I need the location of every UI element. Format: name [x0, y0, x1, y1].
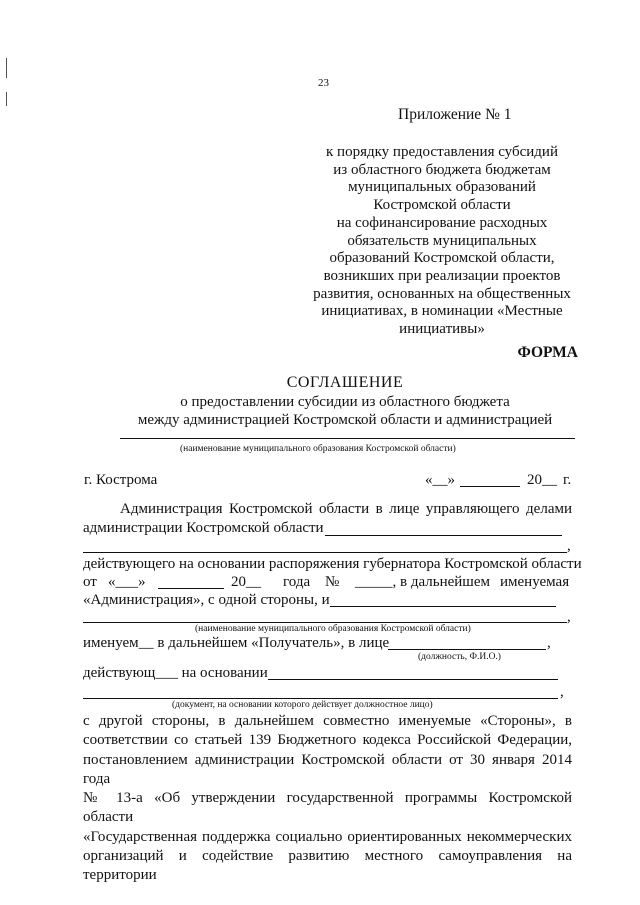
body-line: именуем__ в дальнейшем «Получатель», в лице	[83, 635, 390, 651]
paragraph-line: № 13-а «Об утверждении государственной программы Костромской области	[83, 790, 572, 826]
scan-margin-mark	[6, 92, 7, 106]
body-word: года	[283, 574, 311, 590]
body-paragraph	[83, 712, 572, 886]
comma: ,	[547, 635, 551, 651]
municipality-name-line[interactable]	[120, 438, 575, 439]
body-word: именуемая	[500, 574, 570, 590]
agreement-subtitle: между администрацией Костромской области и администрацией	[137, 412, 553, 428]
appendix-line: к порядку предоставления субсидий	[326, 144, 558, 160]
page-number: 23	[318, 77, 329, 89]
date-year: 20__	[527, 472, 557, 488]
appendix-line: Костромской области	[373, 197, 511, 214]
appendix-line: на софинансирование расходных	[336, 214, 548, 231]
manager-name-line[interactable]	[325, 535, 562, 536]
body-line: администрации Костромской области	[83, 520, 324, 536]
body-word: от	[83, 574, 97, 590]
body-word: «___»	[108, 574, 146, 590]
appendix-line: развития, основанных на общественных	[313, 285, 571, 302]
body-line: Администрация Костромской области в лице управляющего делами	[120, 501, 572, 517]
form-label: ФОРМА	[517, 344, 578, 361]
paragraph-line: соответствии со статьей 139 Бюджетного кодекса Российской Федерации,	[83, 732, 572, 749]
recipient-line[interactable]	[330, 606, 556, 607]
body-line: действующ___ на основании	[83, 665, 268, 681]
agreement-title: СОГЛАШЕНИЕ	[286, 374, 404, 391]
appendix-line: возникших при реализации проектов	[323, 267, 561, 284]
comma: ,	[567, 609, 571, 625]
manager-name-line-2[interactable]	[83, 552, 567, 553]
basis-line[interactable]	[268, 679, 558, 680]
comma: ,	[567, 538, 571, 554]
paragraph-line: постановлением администрации Костромской области от 30 января 2014 года	[83, 751, 572, 787]
appendix-line: обязательств муниципальных	[347, 232, 537, 249]
municipality-caption: (наименование муниципального образования Костромской области)	[195, 624, 471, 634]
position-caption: (должность, Ф.И.О.)	[418, 652, 501, 662]
appendix-description	[300, 144, 584, 339]
appendix-line: образований Костромской области,	[329, 250, 555, 267]
appendix-title: Приложение № 1	[398, 106, 512, 123]
recipient-line-2[interactable]	[83, 622, 567, 623]
paragraph-line: с другой стороны, в дальнейшем совместно именуемые «Стороны», в	[83, 713, 572, 729]
date-year-suffix: г.	[563, 472, 572, 488]
city: г. Кострома	[84, 472, 158, 488]
basis-line-2[interactable]	[83, 698, 558, 699]
body-line: действующего на основании распоряжения губернатора Костромской области	[83, 556, 582, 572]
body-word: в дальнейшем	[400, 574, 490, 590]
body-word: _____,	[355, 574, 397, 590]
municipality-caption: (наименование муниципального образования Костромской области)	[180, 444, 456, 454]
agreement-subtitle: о предоставлении субсидии из областного бюджета	[180, 394, 510, 410]
date-month-line[interactable]	[460, 486, 520, 487]
appendix-line: инициативы»	[399, 321, 485, 338]
appendix-line: муниципальных образований	[348, 179, 536, 196]
paragraph-line: «Государственная поддержка социально ориентированных некоммерческих	[83, 828, 572, 845]
body-line: «Администрация», с одной стороны, и	[83, 592, 330, 608]
representative-line[interactable]	[388, 649, 546, 650]
date-day: «__»	[425, 472, 455, 488]
document-caption: (документ, на основании которого действует должностное лицо)	[172, 700, 433, 710]
appendix-line: из областного бюджета бюджетам	[333, 161, 551, 178]
decree-month-line[interactable]	[158, 588, 224, 589]
appendix-line: инициативах, в номинации «Местные	[321, 303, 563, 320]
paragraph-line: организаций и содействие развитию местного самоуправления на территории	[83, 848, 572, 884]
scan-margin-mark	[6, 58, 7, 78]
body-word: №	[325, 574, 340, 590]
comma: ,	[560, 684, 564, 700]
body-word: 20__	[231, 574, 261, 590]
